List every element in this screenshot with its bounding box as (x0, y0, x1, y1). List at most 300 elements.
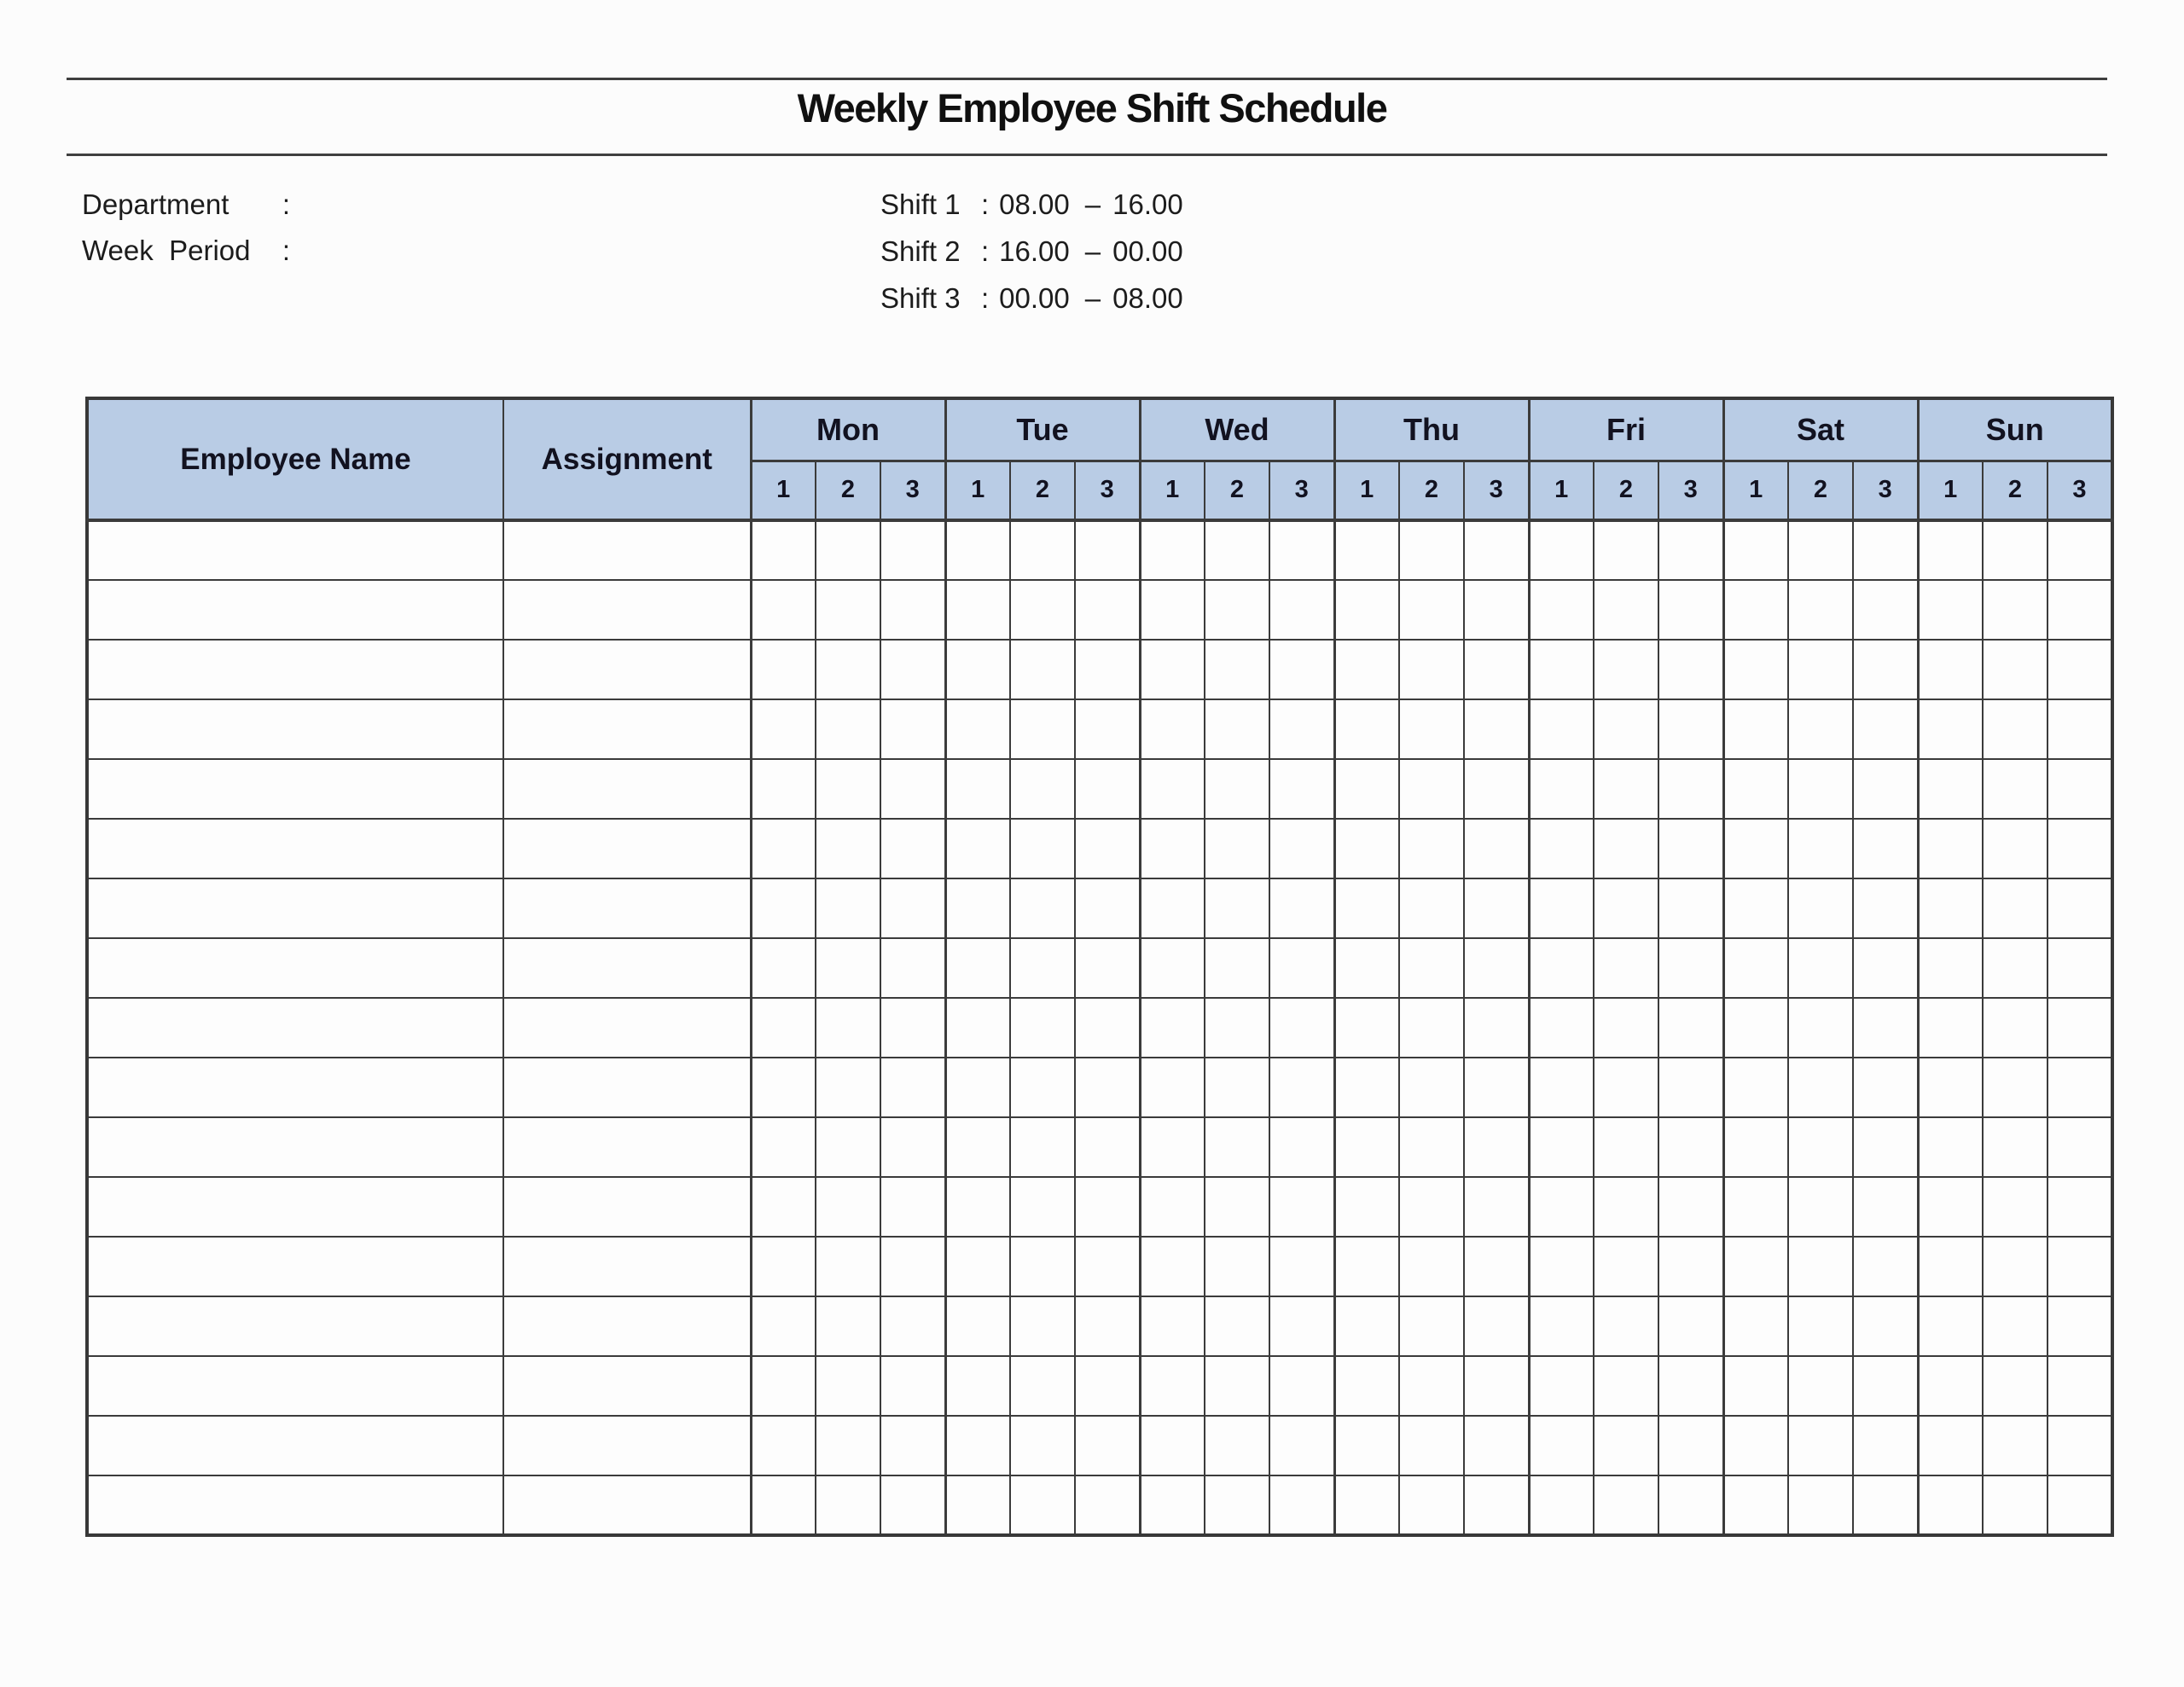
shift-cell[interactable] (1205, 1117, 1269, 1177)
shift-cell[interactable] (945, 1237, 1010, 1296)
shift-cell[interactable] (1464, 1117, 1529, 1177)
shift-cell[interactable] (1529, 1117, 1594, 1177)
shift-cell[interactable] (1399, 998, 1464, 1058)
shift-cell[interactable] (1140, 1475, 1205, 1535)
shift-cell[interactable] (1075, 938, 1140, 998)
shift-cell[interactable] (1464, 699, 1529, 759)
shift-cell[interactable] (1983, 1475, 2048, 1535)
shift-cell[interactable] (1075, 699, 1140, 759)
employee-name-cell[interactable] (87, 1416, 503, 1475)
shift-cell[interactable] (1529, 938, 1594, 998)
shift-cell[interactable] (1075, 1475, 1140, 1535)
shift-cell[interactable] (1983, 938, 2048, 998)
shift-cell[interactable] (1918, 1058, 1983, 1117)
employee-name-cell[interactable] (87, 819, 503, 878)
shift-cell[interactable] (1205, 580, 1269, 640)
shift-cell[interactable] (1853, 1117, 1918, 1177)
shift-cell[interactable] (1010, 759, 1075, 819)
shift-cell[interactable] (816, 699, 880, 759)
assignment-cell[interactable] (503, 640, 751, 699)
shift-cell[interactable] (1853, 1296, 1918, 1356)
employee-name-cell[interactable] (87, 1296, 503, 1356)
shift-cell[interactable] (880, 699, 945, 759)
employee-name-cell[interactable] (87, 1117, 503, 1177)
shift-cell[interactable] (1334, 998, 1399, 1058)
shift-cell[interactable] (2048, 640, 2112, 699)
shift-cell[interactable] (880, 580, 945, 640)
shift-cell[interactable] (1010, 998, 1075, 1058)
assignment-cell[interactable] (503, 580, 751, 640)
shift-cell[interactable] (1594, 1058, 1658, 1117)
shift-cell[interactable] (1464, 580, 1529, 640)
shift-cell[interactable] (945, 1356, 1010, 1416)
shift-cell[interactable] (1205, 1475, 1269, 1535)
shift-cell[interactable] (1853, 580, 1918, 640)
shift-cell[interactable] (1853, 1058, 1918, 1117)
employee-name-cell[interactable] (87, 520, 503, 580)
shift-cell[interactable] (1269, 699, 1334, 759)
shift-cell[interactable] (1075, 878, 1140, 938)
shift-cell[interactable] (1205, 1058, 1269, 1117)
shift-cell[interactable] (1658, 1416, 1723, 1475)
shift-cell[interactable] (1529, 520, 1594, 580)
shift-cell[interactable] (945, 819, 1010, 878)
shift-cell[interactable] (1788, 998, 1853, 1058)
shift-cell[interactable] (945, 1416, 1010, 1475)
shift-cell[interactable] (1918, 819, 1983, 878)
shift-cell[interactable] (1140, 819, 1205, 878)
shift-cell[interactable] (1983, 1356, 2048, 1416)
shift-cell[interactable] (1723, 1117, 1788, 1177)
shift-cell[interactable] (880, 998, 945, 1058)
shift-cell[interactable] (2048, 878, 2112, 938)
assignment-cell[interactable] (503, 1296, 751, 1356)
shift-cell[interactable] (1594, 580, 1658, 640)
shift-cell[interactable] (1464, 640, 1529, 699)
shift-cell[interactable] (1464, 520, 1529, 580)
shift-cell[interactable] (1529, 878, 1594, 938)
shift-cell[interactable] (1529, 1177, 1594, 1237)
shift-cell[interactable] (1658, 699, 1723, 759)
shift-cell[interactable] (1399, 1117, 1464, 1177)
shift-cell[interactable] (880, 1416, 945, 1475)
shift-cell[interactable] (1075, 520, 1140, 580)
shift-cell[interactable] (1788, 1475, 1853, 1535)
shift-cell[interactable] (1529, 759, 1594, 819)
shift-cell[interactable] (1658, 1356, 1723, 1416)
shift-cell[interactable] (1464, 1416, 1529, 1475)
shift-cell[interactable] (1788, 759, 1853, 819)
shift-cell[interactable] (1529, 640, 1594, 699)
shift-cell[interactable] (1269, 998, 1334, 1058)
shift-cell[interactable] (1983, 1177, 2048, 1237)
shift-cell[interactable] (751, 1177, 816, 1237)
shift-cell[interactable] (1658, 938, 1723, 998)
shift-cell[interactable] (880, 1058, 945, 1117)
shift-cell[interactable] (1269, 1475, 1334, 1535)
employee-name-cell[interactable] (87, 1058, 503, 1117)
shift-cell[interactable] (1010, 580, 1075, 640)
assignment-cell[interactable] (503, 1177, 751, 1237)
shift-cell[interactable] (1140, 699, 1205, 759)
shift-cell[interactable] (1594, 938, 1658, 998)
assignment-cell[interactable] (503, 759, 751, 819)
shift-cell[interactable] (1075, 1356, 1140, 1416)
shift-cell[interactable] (1723, 819, 1788, 878)
shift-cell[interactable] (1723, 878, 1788, 938)
shift-cell[interactable] (2048, 1058, 2112, 1117)
shift-cell[interactable] (1010, 1177, 1075, 1237)
shift-cell[interactable] (1853, 1416, 1918, 1475)
shift-cell[interactable] (751, 1058, 816, 1117)
shift-cell[interactable] (1269, 759, 1334, 819)
shift-cell[interactable] (1918, 520, 1983, 580)
shift-cell[interactable] (1334, 759, 1399, 819)
shift-cell[interactable] (1399, 1356, 1464, 1416)
shift-cell[interactable] (1853, 998, 1918, 1058)
shift-cell[interactable] (1334, 1296, 1399, 1356)
shift-cell[interactable] (1594, 878, 1658, 938)
shift-cell[interactable] (1269, 1117, 1334, 1177)
shift-cell[interactable] (1075, 1117, 1140, 1177)
shift-cell[interactable] (1075, 580, 1140, 640)
shift-cell[interactable] (1658, 1117, 1723, 1177)
shift-cell[interactable] (1529, 1296, 1594, 1356)
shift-cell[interactable] (1399, 1177, 1464, 1237)
shift-cell[interactable] (880, 640, 945, 699)
shift-cell[interactable] (1010, 640, 1075, 699)
shift-cell[interactable] (816, 819, 880, 878)
shift-cell[interactable] (1399, 1058, 1464, 1117)
shift-cell[interactable] (1464, 1356, 1529, 1416)
shift-cell[interactable] (751, 759, 816, 819)
shift-cell[interactable] (751, 878, 816, 938)
shift-cell[interactable] (1075, 1296, 1140, 1356)
shift-cell[interactable] (1010, 1058, 1075, 1117)
shift-cell[interactable] (1334, 520, 1399, 580)
shift-cell[interactable] (751, 640, 816, 699)
shift-cell[interactable] (1529, 580, 1594, 640)
shift-cell[interactable] (1399, 580, 1464, 640)
shift-cell[interactable] (1205, 759, 1269, 819)
shift-cell[interactable] (945, 580, 1010, 640)
shift-cell[interactable] (1334, 1475, 1399, 1535)
shift-cell[interactable] (1983, 998, 2048, 1058)
shift-cell[interactable] (1205, 819, 1269, 878)
shift-cell[interactable] (1464, 1237, 1529, 1296)
shift-cell[interactable] (2048, 819, 2112, 878)
shift-cell[interactable] (1205, 640, 1269, 699)
shift-cell[interactable] (945, 998, 1010, 1058)
shift-cell[interactable] (1075, 1058, 1140, 1117)
assignment-cell[interactable] (503, 1237, 751, 1296)
shift-cell[interactable] (816, 1117, 880, 1177)
assignment-cell[interactable] (503, 938, 751, 998)
shift-cell[interactable] (1529, 699, 1594, 759)
shift-cell[interactable] (1269, 819, 1334, 878)
shift-cell[interactable] (1918, 1416, 1983, 1475)
shift-cell[interactable] (1399, 878, 1464, 938)
shift-cell[interactable] (2048, 520, 2112, 580)
shift-cell[interactable] (1594, 998, 1658, 1058)
shift-cell[interactable] (1269, 1416, 1334, 1475)
shift-cell[interactable] (1723, 1356, 1788, 1416)
shift-cell[interactable] (1723, 580, 1788, 640)
shift-cell[interactable] (1399, 1296, 1464, 1356)
shift-cell[interactable] (1853, 819, 1918, 878)
shift-cell[interactable] (1334, 1237, 1399, 1296)
shift-cell[interactable] (1983, 759, 2048, 819)
shift-cell[interactable] (1853, 759, 1918, 819)
shift-cell[interactable] (880, 1475, 945, 1535)
shift-cell[interactable] (1594, 1356, 1658, 1416)
shift-cell[interactable] (1399, 699, 1464, 759)
shift-cell[interactable] (2048, 938, 2112, 998)
shift-cell[interactable] (880, 759, 945, 819)
shift-cell[interactable] (945, 1296, 1010, 1356)
shift-cell[interactable] (1788, 1356, 1853, 1416)
shift-cell[interactable] (1205, 938, 1269, 998)
shift-cell[interactable] (1464, 1296, 1529, 1356)
shift-cell[interactable] (2048, 759, 2112, 819)
shift-cell[interactable] (1723, 1237, 1788, 1296)
shift-cell[interactable] (1010, 1356, 1075, 1416)
shift-cell[interactable] (1140, 580, 1205, 640)
shift-cell[interactable] (945, 699, 1010, 759)
shift-cell[interactable] (1529, 998, 1594, 1058)
shift-cell[interactable] (2048, 1475, 2112, 1535)
shift-cell[interactable] (1269, 520, 1334, 580)
shift-cell[interactable] (1788, 640, 1853, 699)
employee-name-cell[interactable] (87, 759, 503, 819)
shift-cell[interactable] (1334, 699, 1399, 759)
shift-cell[interactable] (1594, 1416, 1658, 1475)
shift-cell[interactable] (945, 640, 1010, 699)
shift-cell[interactable] (1205, 1356, 1269, 1416)
shift-cell[interactable] (1140, 1117, 1205, 1177)
employee-name-cell[interactable] (87, 699, 503, 759)
employee-name-cell[interactable] (87, 1356, 503, 1416)
shift-cell[interactable] (1658, 520, 1723, 580)
employee-name-cell[interactable] (87, 1475, 503, 1535)
shift-cell[interactable] (1918, 699, 1983, 759)
shift-cell[interactable] (1140, 520, 1205, 580)
shift-cell[interactable] (1594, 819, 1658, 878)
shift-cell[interactable] (1269, 878, 1334, 938)
shift-cell[interactable] (816, 998, 880, 1058)
shift-cell[interactable] (1010, 699, 1075, 759)
shift-cell[interactable] (1075, 1416, 1140, 1475)
shift-cell[interactable] (1918, 1296, 1983, 1356)
shift-cell[interactable] (1010, 1296, 1075, 1356)
shift-cell[interactable] (816, 1356, 880, 1416)
shift-cell[interactable] (816, 1416, 880, 1475)
shift-cell[interactable] (1658, 1058, 1723, 1117)
shift-cell[interactable] (1464, 998, 1529, 1058)
shift-cell[interactable] (1464, 1475, 1529, 1535)
shift-cell[interactable] (1529, 1416, 1594, 1475)
shift-cell[interactable] (1723, 1177, 1788, 1237)
shift-cell[interactable] (1334, 819, 1399, 878)
shift-cell[interactable] (1140, 1356, 1205, 1416)
shift-cell[interactable] (1723, 998, 1788, 1058)
shift-cell[interactable] (1464, 1177, 1529, 1237)
shift-cell[interactable] (880, 1117, 945, 1177)
shift-cell[interactable] (1658, 1296, 1723, 1356)
shift-cell[interactable] (1205, 878, 1269, 938)
employee-name-cell[interactable] (87, 938, 503, 998)
employee-name-cell[interactable] (87, 640, 503, 699)
shift-cell[interactable] (1918, 580, 1983, 640)
shift-cell[interactable] (1853, 1177, 1918, 1237)
shift-cell[interactable] (1529, 1356, 1594, 1416)
shift-cell[interactable] (1983, 819, 2048, 878)
shift-cell[interactable] (880, 1356, 945, 1416)
assignment-cell[interactable] (503, 1117, 751, 1177)
shift-cell[interactable] (2048, 580, 2112, 640)
shift-cell[interactable] (1464, 878, 1529, 938)
shift-cell[interactable] (816, 878, 880, 938)
shift-cell[interactable] (816, 938, 880, 998)
shift-cell[interactable] (816, 1058, 880, 1117)
shift-cell[interactable] (1269, 580, 1334, 640)
shift-cell[interactable] (816, 640, 880, 699)
shift-cell[interactable] (751, 1416, 816, 1475)
shift-cell[interactable] (1205, 520, 1269, 580)
shift-cell[interactable] (1010, 819, 1075, 878)
shift-cell[interactable] (1399, 520, 1464, 580)
shift-cell[interactable] (1594, 1475, 1658, 1535)
shift-cell[interactable] (1075, 1237, 1140, 1296)
shift-cell[interactable] (751, 998, 816, 1058)
shift-cell[interactable] (1269, 640, 1334, 699)
shift-cell[interactable] (1658, 580, 1723, 640)
shift-cell[interactable] (1205, 1416, 1269, 1475)
shift-cell[interactable] (2048, 998, 2112, 1058)
shift-cell[interactable] (1205, 1177, 1269, 1237)
shift-cell[interactable] (1983, 699, 2048, 759)
shift-cell[interactable] (1983, 878, 2048, 938)
shift-cell[interactable] (1723, 699, 1788, 759)
shift-cell[interactable] (1269, 1177, 1334, 1237)
assignment-cell[interactable] (503, 520, 751, 580)
shift-cell[interactable] (1140, 878, 1205, 938)
shift-cell[interactable] (880, 520, 945, 580)
shift-cell[interactable] (1334, 1058, 1399, 1117)
shift-cell[interactable] (1334, 580, 1399, 640)
shift-cell[interactable] (1853, 1237, 1918, 1296)
shift-cell[interactable] (2048, 1177, 2112, 1237)
shift-cell[interactable] (1140, 1058, 1205, 1117)
shift-cell[interactable] (751, 1356, 816, 1416)
shift-cell[interactable] (1269, 1058, 1334, 1117)
shift-cell[interactable] (1269, 1296, 1334, 1356)
shift-cell[interactable] (1788, 1416, 1853, 1475)
shift-cell[interactable] (1205, 699, 1269, 759)
assignment-cell[interactable] (503, 878, 751, 938)
shift-cell[interactable] (816, 759, 880, 819)
shift-cell[interactable] (1334, 1356, 1399, 1416)
shift-cell[interactable] (1788, 1117, 1853, 1177)
shift-cell[interactable] (751, 1237, 816, 1296)
shift-cell[interactable] (1658, 640, 1723, 699)
shift-cell[interactable] (1658, 1475, 1723, 1535)
shift-cell[interactable] (1788, 1177, 1853, 1237)
shift-cell[interactable] (1788, 1237, 1853, 1296)
assignment-cell[interactable] (503, 1356, 751, 1416)
shift-cell[interactable] (2048, 1296, 2112, 1356)
shift-cell[interactable] (1269, 938, 1334, 998)
assignment-cell[interactable] (503, 1058, 751, 1117)
shift-cell[interactable] (751, 699, 816, 759)
shift-cell[interactable] (945, 1058, 1010, 1117)
shift-cell[interactable] (1723, 938, 1788, 998)
shift-cell[interactable] (1399, 1237, 1464, 1296)
shift-cell[interactable] (1529, 819, 1594, 878)
shift-cell[interactable] (1075, 759, 1140, 819)
shift-cell[interactable] (1010, 1475, 1075, 1535)
shift-cell[interactable] (751, 1475, 816, 1535)
shift-cell[interactable] (1853, 520, 1918, 580)
shift-cell[interactable] (1788, 1296, 1853, 1356)
shift-cell[interactable] (1075, 819, 1140, 878)
shift-cell[interactable] (751, 1117, 816, 1177)
shift-cell[interactable] (1594, 1177, 1658, 1237)
shift-cell[interactable] (1983, 1416, 2048, 1475)
shift-cell[interactable] (1269, 1356, 1334, 1416)
shift-cell[interactable] (1010, 520, 1075, 580)
employee-name-cell[interactable] (87, 1177, 503, 1237)
shift-cell[interactable] (1464, 1058, 1529, 1117)
shift-cell[interactable] (1723, 1296, 1788, 1356)
shift-cell[interactable] (945, 878, 1010, 938)
shift-cell[interactable] (880, 819, 945, 878)
shift-cell[interactable] (816, 1296, 880, 1356)
shift-cell[interactable] (816, 1177, 880, 1237)
shift-cell[interactable] (1918, 998, 1983, 1058)
shift-cell[interactable] (1788, 938, 1853, 998)
shift-cell[interactable] (1529, 1237, 1594, 1296)
shift-cell[interactable] (1140, 640, 1205, 699)
shift-cell[interactable] (1205, 1296, 1269, 1356)
shift-cell[interactable] (1788, 580, 1853, 640)
shift-cell[interactable] (1140, 1416, 1205, 1475)
shift-cell[interactable] (1983, 1058, 2048, 1117)
shift-cell[interactable] (1983, 640, 2048, 699)
shift-cell[interactable] (1594, 640, 1658, 699)
shift-cell[interactable] (1529, 1475, 1594, 1535)
shift-cell[interactable] (1658, 1177, 1723, 1237)
shift-cell[interactable] (1010, 1117, 1075, 1177)
assignment-cell[interactable] (503, 699, 751, 759)
shift-cell[interactable] (1983, 580, 2048, 640)
shift-cell[interactable] (1269, 1237, 1334, 1296)
shift-cell[interactable] (1658, 998, 1723, 1058)
employee-name-cell[interactable] (87, 878, 503, 938)
shift-cell[interactable] (751, 580, 816, 640)
shift-cell[interactable] (816, 580, 880, 640)
shift-cell[interactable] (1983, 1117, 2048, 1177)
shift-cell[interactable] (945, 520, 1010, 580)
shift-cell[interactable] (1399, 1475, 1464, 1535)
shift-cell[interactable] (880, 878, 945, 938)
shift-cell[interactable] (1983, 1296, 2048, 1356)
shift-cell[interactable] (945, 938, 1010, 998)
shift-cell[interactable] (1010, 1237, 1075, 1296)
shift-cell[interactable] (1399, 640, 1464, 699)
shift-cell[interactable] (1853, 1356, 1918, 1416)
shift-cell[interactable] (945, 759, 1010, 819)
